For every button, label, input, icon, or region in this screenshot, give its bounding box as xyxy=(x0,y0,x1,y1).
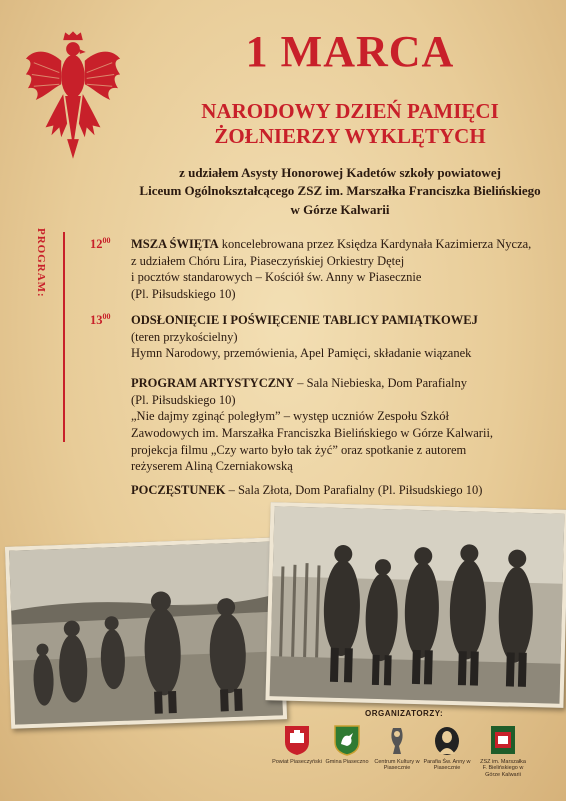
schedule-time: $12^{00}$ xyxy=(90,236,111,252)
schedule-heading-rest: – Sala Złota, Dom Parafialny (Pl. Piłsudskiego 10) xyxy=(225,483,483,497)
program-label-text: PROGRAM: xyxy=(35,228,47,298)
organizer-caption: Powiat Piaseczyński xyxy=(272,759,322,765)
schedule-text xyxy=(131,375,551,475)
intro-line-1: z udziałem Asysty Honorowej Kadetów szkoły powiatowej xyxy=(179,165,501,180)
schedule-heading-rest: koncelebrowana przez Księdza Kardynała Kazimierza Nycza, xyxy=(218,237,532,251)
event-name-title xyxy=(150,99,550,149)
organizers-title: ORGANIZATORZY: xyxy=(365,709,444,718)
schedule-line: (teren przykościelny) xyxy=(131,329,238,344)
schedule-heading: PROGRAM ARTYSTYCZNY xyxy=(131,376,295,390)
schedule-text xyxy=(131,312,551,362)
historical-photo-soldiers-group xyxy=(265,502,566,708)
schedule-line: z udziałem Chóru Lira, Piaseczyńskiej Orkiestry Dętej xyxy=(131,253,405,268)
schedule-line: Zawodowych im. Marszałka Franciszka Bielińskiego w Górze Kalwarii, xyxy=(131,425,494,440)
schedule-text xyxy=(131,236,551,303)
intro-line-2: Liceum Ogólnokształcącego ZSZ im. Marszałka Franciszka Bielińskiego xyxy=(139,183,541,199)
schedule-heading: ODSŁONIĘCIE I POŚWIĘCENIE TABLICY PAMIĄTKOWEJ xyxy=(131,313,478,327)
program-divider-line xyxy=(63,232,65,442)
organizer-caption: Parafia Św. Anny w Piasecznie xyxy=(423,759,471,772)
organizer-caption: ZSZ im. Marszałka F. Bielińskiego w Górze Kalwarii xyxy=(480,759,526,778)
schedule-line: reżyserem Aliną Czerniakowską xyxy=(131,459,293,474)
organizer-parafia xyxy=(422,724,472,772)
intro-line-3: w Górze Kalwarii xyxy=(290,201,390,217)
intro-text xyxy=(130,164,550,219)
schedule-line: „Nie dajmy zginąć poległym” – występ uczniów Zespołu Szkół xyxy=(131,409,449,424)
schedule-line: (Pl. Piłsudskiego 10) xyxy=(131,286,236,301)
gmina-crest-icon xyxy=(333,724,361,756)
schedule-line: i pocztów standarowych – Kościół św. Anny w Piasecznie xyxy=(131,270,422,285)
event-name-line-2: ŻOŁNIERZY WYKLĘTYCH xyxy=(214,124,486,149)
parafia-logo-icon xyxy=(433,724,461,756)
organizer-powiat xyxy=(272,724,322,765)
schedule-text xyxy=(131,482,551,499)
organizer-caption: Centrum Kultury w Piasecznie xyxy=(374,759,420,772)
organizer-gmina xyxy=(322,724,372,765)
organizer-zsz xyxy=(478,724,528,778)
schedule-line: Hymn Narodowy, przemówienia, Apel Pamięci, składanie wiązanek xyxy=(131,346,472,361)
organizer-centrum-kultury xyxy=(372,724,422,772)
centrum-kultury-logo-icon xyxy=(383,724,411,756)
organizer-caption: Gmina Piaseczno xyxy=(325,759,369,765)
program-label xyxy=(33,228,47,348)
schedule-heading-rest: – Sala Niebieska, Dom Parafialny xyxy=(294,376,467,390)
polish-eagle-emblem-icon xyxy=(24,28,122,168)
event-date-title: 1 MARCA xyxy=(245,27,455,76)
schedule-heading: POCZĘSTUNEK xyxy=(131,483,226,497)
zsz-school-logo-icon xyxy=(489,724,517,756)
schedule-time: $13^{00}$ xyxy=(90,312,111,328)
schedule-line: projekcja filmu „Czy warto było tak żyć” oraz spotkanie z autorem xyxy=(131,442,467,457)
event-name-line-1: NARODOWY DZIEŃ PAMIĘCI xyxy=(201,99,499,123)
schedule-line: (Pl. Piłsudskiego 10) xyxy=(131,392,236,407)
powiat-crest-icon xyxy=(283,724,311,756)
schedule-heading: MSZA ŚWIĘTA xyxy=(131,237,219,251)
historical-photo-marching-soldiers xyxy=(5,537,287,729)
